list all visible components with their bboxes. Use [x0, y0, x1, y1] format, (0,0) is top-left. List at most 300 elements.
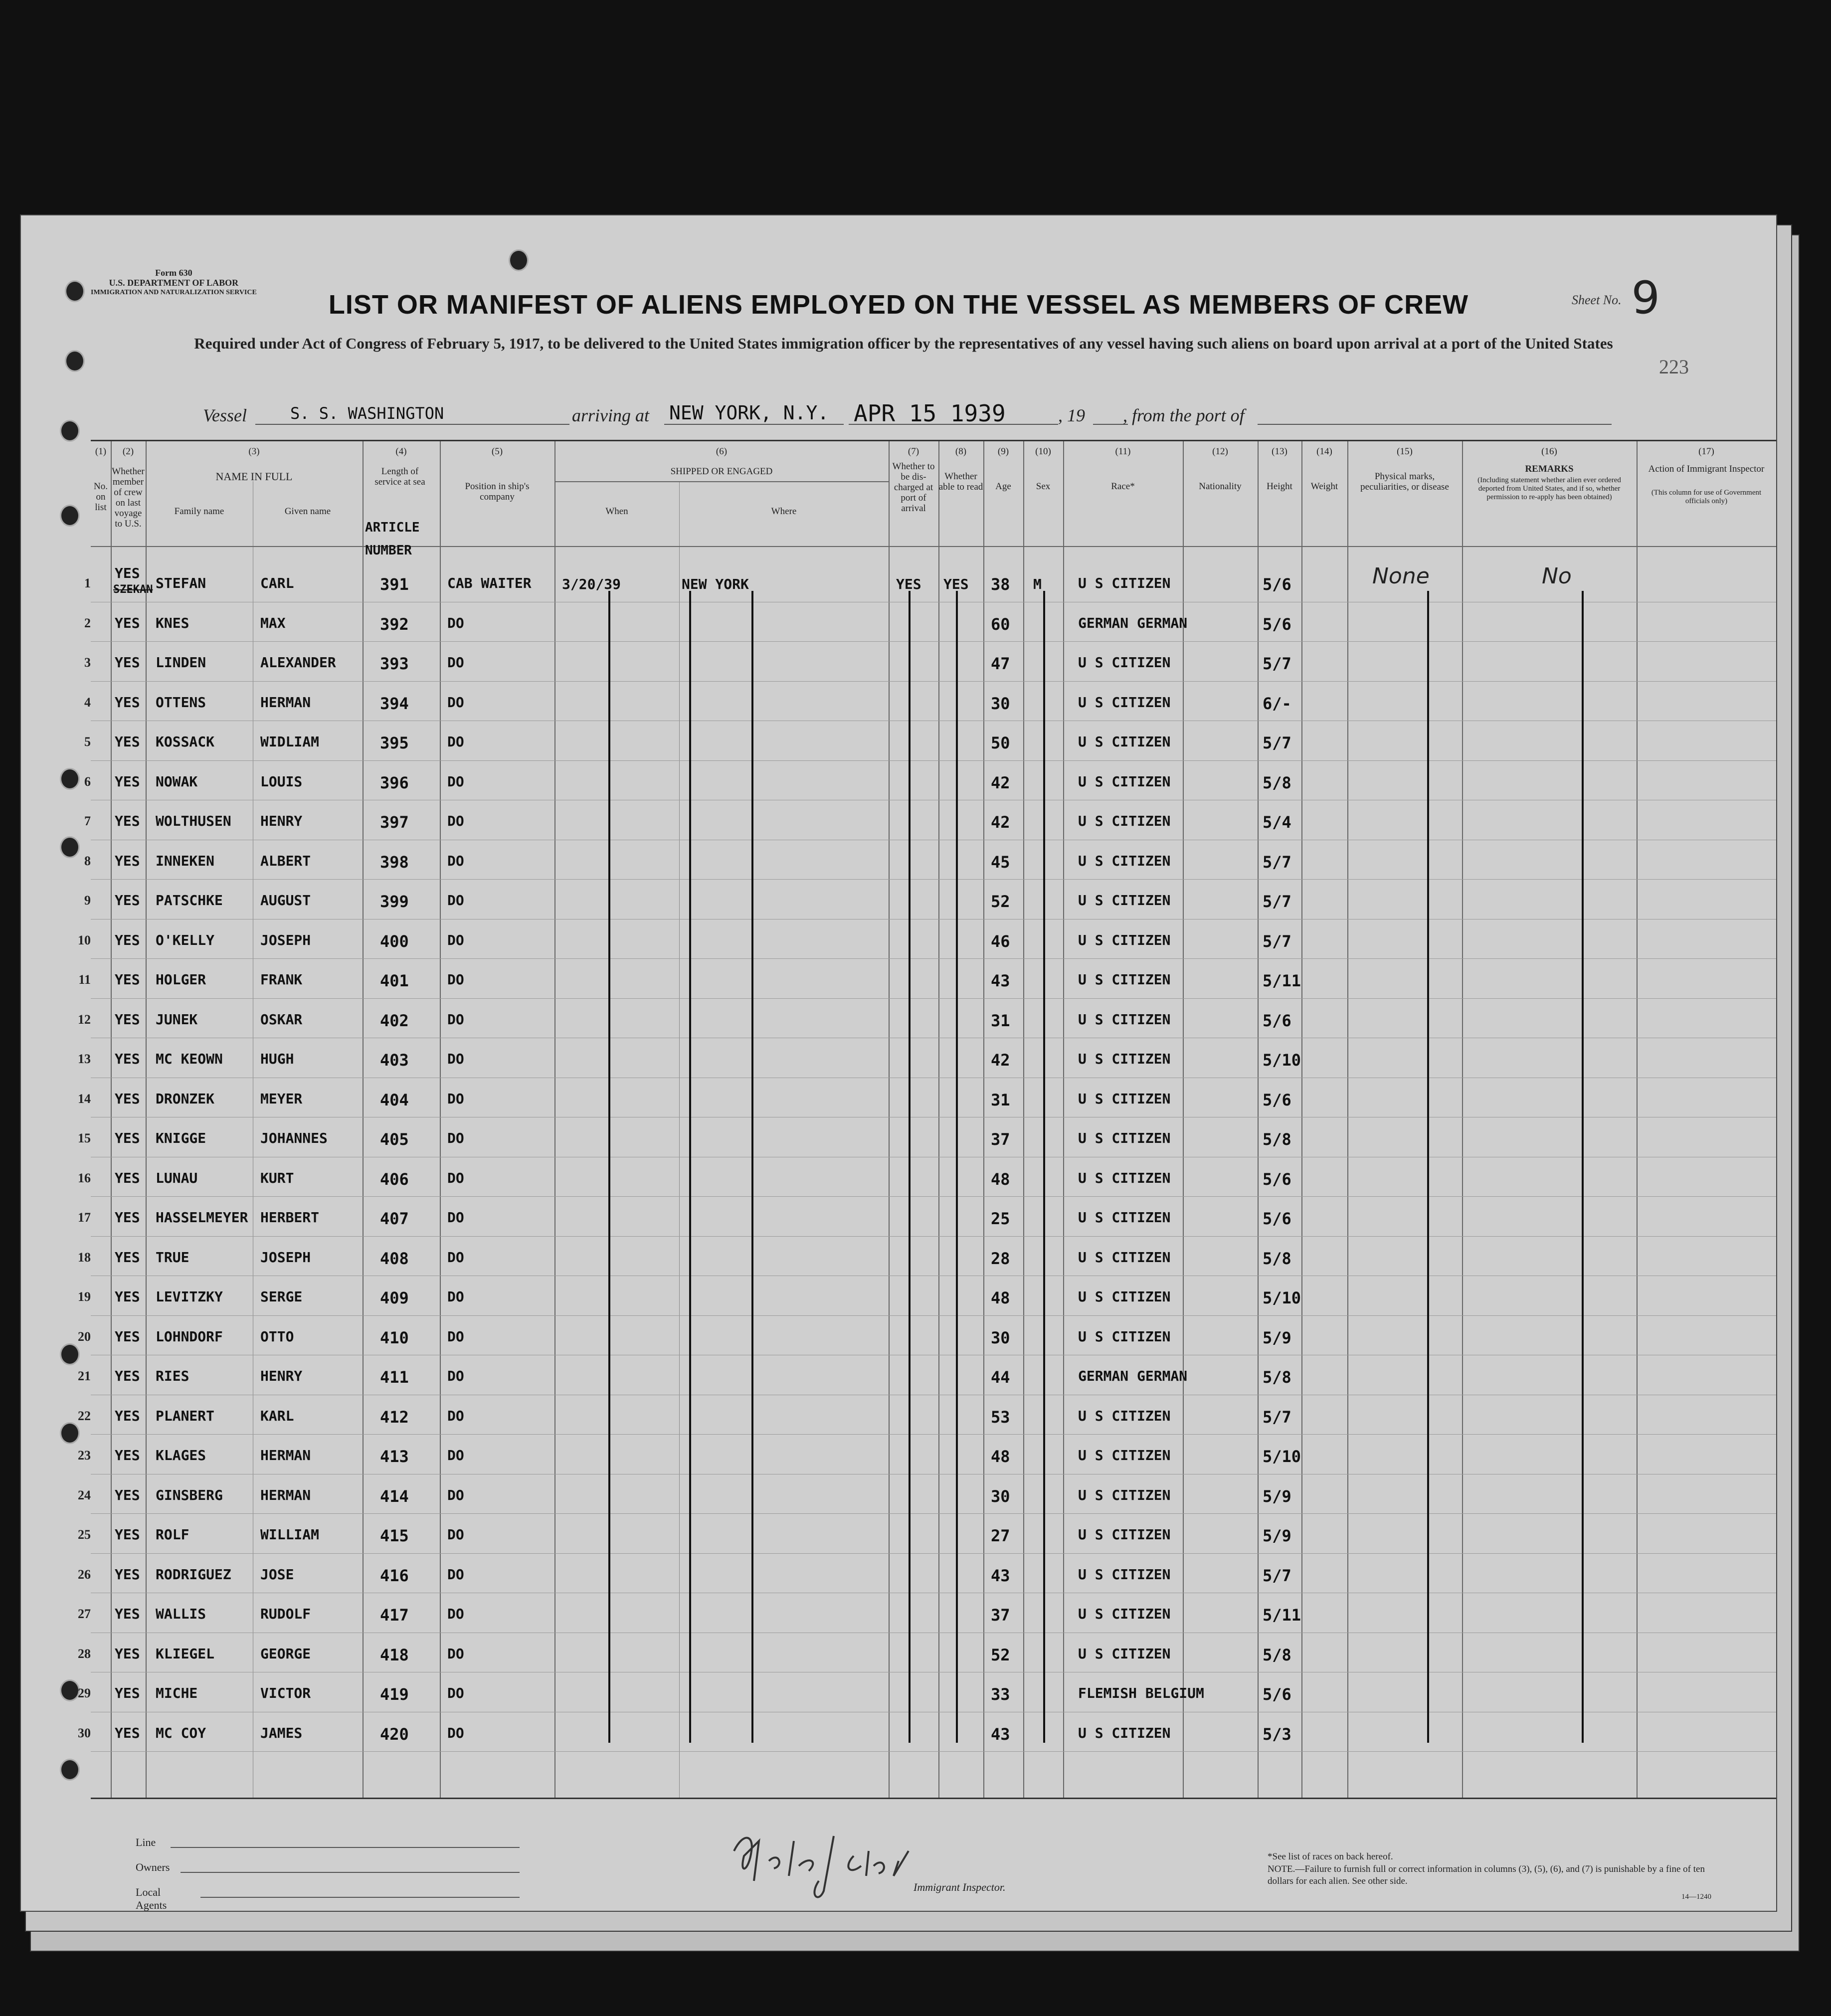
- header-num-15: (15): [1397, 446, 1413, 457]
- row-1-discharged: YES: [896, 576, 921, 592]
- row-separator: [91, 998, 1776, 999]
- row-race: U S CITIZEN: [1078, 1090, 1171, 1107]
- row-age: 42: [991, 773, 1010, 792]
- service: IMMIGRATION AND NATURALIZATION SERVICE: [91, 289, 257, 296]
- form-code: 14—1240: [1681, 1893, 1711, 1901]
- row-number: 5: [84, 734, 91, 749]
- line-label: Line: [136, 1836, 156, 1848]
- row-race: U S CITIZEN: [1078, 931, 1171, 948]
- row-height: 5/6: [1263, 575, 1291, 594]
- row-prev: YES: [115, 852, 140, 869]
- row-1-where: NEW YORK: [682, 576, 749, 592]
- header-num-14: (14): [1316, 446, 1332, 457]
- row-height: 5/8: [1263, 1249, 1291, 1268]
- row-number: 23: [78, 1448, 91, 1463]
- col-divider: [363, 441, 364, 1798]
- row-separator: [91, 1196, 1776, 1197]
- row-position: DO: [447, 971, 464, 988]
- row-race: U S CITIZEN: [1078, 575, 1171, 591]
- punch-hole: [60, 1759, 80, 1781]
- row-given: HERMAN: [260, 1486, 311, 1503]
- row-height: 5/8: [1263, 773, 1291, 792]
- row-height: 5/6: [1263, 1685, 1291, 1704]
- header-num-13: (13): [1272, 446, 1287, 457]
- row-article: 413: [380, 1447, 409, 1466]
- col-divider: [1637, 441, 1638, 1798]
- row-separator: [91, 1315, 1776, 1316]
- row-article: 412: [380, 1407, 409, 1427]
- header-num-6: (6): [716, 446, 728, 457]
- row-number: 19: [78, 1289, 91, 1304]
- row-article: 406: [380, 1169, 409, 1189]
- owners-underline: [181, 1872, 520, 1873]
- row-family: MC KEOWN: [156, 1051, 223, 1067]
- row-age: 25: [991, 1209, 1010, 1228]
- row-given: RUDOLF: [260, 1606, 311, 1622]
- row-family: DRONZEK: [156, 1090, 215, 1107]
- row-number: 14: [78, 1091, 91, 1106]
- row-number: 3: [84, 655, 91, 670]
- row-number: 20: [78, 1329, 91, 1344]
- row-prev: YES: [115, 1606, 140, 1622]
- header-whether-member: Whether member of crew on last voyage to U.S.: [112, 466, 145, 529]
- row-number: 7: [84, 814, 91, 828]
- row-number: 6: [84, 774, 91, 789]
- header-age: Age: [995, 481, 1011, 492]
- col-divider: [1063, 441, 1064, 1798]
- row-race: U S CITIZEN: [1078, 1169, 1171, 1186]
- row-height: 5/8: [1263, 1130, 1291, 1149]
- remarks-no: No: [1542, 563, 1572, 589]
- row-age: 47: [991, 654, 1010, 673]
- punch-hole: [509, 249, 529, 271]
- row-height: 5/4: [1263, 813, 1291, 832]
- row-position: DO: [447, 1051, 464, 1067]
- row-prev: YES: [115, 892, 140, 909]
- row-position: DO: [447, 1407, 464, 1424]
- row-prev: YES: [115, 773, 140, 790]
- row-age: 38: [991, 575, 1010, 594]
- header-num-1: (1): [95, 446, 107, 457]
- col-divider: [440, 441, 441, 1798]
- row-position: DO: [447, 1685, 464, 1701]
- row-family: KNES: [156, 614, 189, 631]
- row-height: 5/7: [1263, 931, 1291, 951]
- row-family: WOLTHUSEN: [156, 813, 231, 829]
- header-remarks-sub: (Including statement whether alien ever ordered deported from United States, and if so, whether permission to re-apply has been obtained): [1477, 476, 1621, 501]
- col-divider: [1301, 441, 1302, 1798]
- row-separator: [91, 879, 1776, 880]
- port-name: NEW YORK, N.Y.: [669, 402, 829, 424]
- row-family: LOHNDORF: [156, 1328, 223, 1345]
- row-race: U S CITIZEN: [1078, 1645, 1171, 1662]
- row-age: 33: [991, 1685, 1010, 1704]
- row-prev: YES: [115, 1486, 140, 1503]
- row-age: 60: [991, 614, 1010, 634]
- row-position: DO: [447, 931, 464, 948]
- row-height: 5/11: [1263, 1606, 1301, 1625]
- punch-hole: [60, 505, 80, 527]
- row-family: PLANERT: [156, 1407, 215, 1424]
- row-prev: YES: [115, 1526, 140, 1543]
- ditto-line-remarks: [1582, 591, 1584, 1743]
- row-position: DO: [447, 1090, 464, 1107]
- header-race: Race*: [1111, 481, 1135, 492]
- row-family: INNEKEN: [156, 852, 215, 869]
- row-number: 25: [78, 1527, 91, 1542]
- row-article: 419: [380, 1685, 409, 1704]
- row-number: 12: [78, 1012, 91, 1027]
- row-race: U S CITIZEN: [1078, 1249, 1171, 1266]
- row-height: 5/6: [1263, 1090, 1291, 1109]
- row-article: 417: [380, 1606, 409, 1625]
- row-height: 5/11: [1263, 971, 1301, 990]
- row-number: 13: [78, 1052, 91, 1066]
- row-number: 8: [84, 853, 91, 868]
- header-no-on-list: No. on list: [94, 481, 108, 513]
- header-where: Where: [771, 506, 797, 517]
- row-race: U S CITIZEN: [1078, 733, 1171, 750]
- row-given: VICTOR: [260, 1685, 311, 1701]
- row-prev: YES: [115, 1130, 140, 1146]
- row-family: LUNAU: [156, 1169, 198, 1186]
- row-article: 394: [380, 694, 409, 713]
- row-given: OSKAR: [260, 1011, 303, 1028]
- row-height: 5/10: [1263, 1051, 1301, 1070]
- row-article: 400: [380, 931, 409, 951]
- row-age: 37: [991, 1130, 1010, 1149]
- row-age: 42: [991, 813, 1010, 832]
- header-when: When: [605, 506, 628, 517]
- header-num-7: (7): [908, 446, 919, 457]
- header-nationality: Nationality: [1199, 481, 1242, 492]
- header-action-inspector: Action of Immigrant Inspector: [1648, 464, 1765, 474]
- row-given: GEORGE: [260, 1645, 311, 1662]
- row-given: KARL: [260, 1407, 294, 1424]
- row-family: KNIGGE: [156, 1130, 206, 1146]
- row-race: U S CITIZEN: [1078, 1130, 1171, 1146]
- date-underline: [849, 424, 1058, 425]
- row-separator: [91, 641, 1776, 642]
- row-position: DO: [447, 1130, 464, 1146]
- header-bottom-line: [91, 546, 1776, 547]
- row-article: 414: [380, 1486, 409, 1506]
- row-race: U S CITIZEN: [1078, 1011, 1171, 1028]
- row-prev: YES: [115, 1685, 140, 1701]
- row-height: 5/9: [1263, 1328, 1291, 1347]
- row-position: DO: [447, 694, 464, 711]
- header-given-name: Given name: [284, 506, 331, 517]
- row-family: STEFAN: [156, 575, 206, 591]
- vessel-row: [21, 400, 1776, 430]
- row-article: 396: [380, 773, 409, 792]
- row-given: AUGUST: [260, 892, 311, 909]
- row-family: PATSCHKE: [156, 892, 223, 909]
- header-action-sub: (This column for use of Government officials only): [1651, 489, 1762, 505]
- row-article: 401: [380, 971, 409, 990]
- row-position: DO: [447, 773, 464, 790]
- row-given: HUGH: [260, 1051, 294, 1067]
- port-underline: [664, 424, 844, 425]
- row-height: 5/9: [1263, 1526, 1291, 1545]
- row-position: DO: [447, 852, 464, 869]
- row-age: 53: [991, 1407, 1010, 1427]
- row-given: ALBERT: [260, 852, 311, 869]
- row-age: 48: [991, 1288, 1010, 1307]
- row-prev: YES: [115, 1645, 140, 1662]
- row-family: KLIEGEL: [156, 1645, 215, 1662]
- row-number: 21: [78, 1369, 91, 1383]
- ditto-line-when: [608, 591, 610, 1743]
- stamp-number: 223: [1659, 356, 1689, 378]
- col-divider: [1462, 441, 1463, 1798]
- row-age: 52: [991, 892, 1010, 911]
- row-given: HENRY: [260, 813, 303, 829]
- row-race: U S CITIZEN: [1078, 1606, 1171, 1622]
- ditto-line-where: [689, 591, 691, 1743]
- row-number: 4: [84, 695, 91, 710]
- row-1-sex: M: [1033, 576, 1042, 592]
- row-position: DO: [447, 1606, 464, 1622]
- row-race: U S CITIZEN: [1078, 1407, 1171, 1424]
- row-race: U S CITIZEN: [1078, 1447, 1171, 1464]
- row-position: DO: [447, 1368, 464, 1384]
- row-race: U S CITIZEN: [1078, 1209, 1171, 1226]
- row-given: JAMES: [260, 1724, 303, 1741]
- ditto-line-read: [956, 591, 958, 1743]
- row-position: DO: [447, 1566, 464, 1583]
- row-given: JOHANNES: [260, 1130, 328, 1146]
- row-height: 5/8: [1263, 1368, 1291, 1387]
- row-article: 393: [380, 654, 409, 673]
- row-article: 418: [380, 1645, 409, 1664]
- row-prev: YES: [115, 1368, 140, 1384]
- header-num-12: (12): [1212, 446, 1228, 457]
- row-article: 411: [380, 1368, 409, 1387]
- row-given: JOSEPH: [260, 1249, 311, 1266]
- owners-label: Owners: [136, 1861, 170, 1873]
- row-number: 26: [78, 1567, 91, 1582]
- row-position: CAB WAITER: [447, 575, 532, 591]
- row-race: FLEMISH BELGIUM: [1078, 1685, 1204, 1701]
- row-age: 48: [991, 1169, 1010, 1189]
- row-race: U S CITIZEN: [1078, 971, 1171, 988]
- manifest-sheet: [20, 214, 1777, 1912]
- row-height: 5/10: [1263, 1288, 1301, 1307]
- row-prev: YES: [115, 1249, 140, 1266]
- row-separator: [91, 1751, 1776, 1752]
- row-article: 398: [380, 852, 409, 872]
- row-number: 10: [78, 932, 91, 947]
- row-family: LINDEN: [156, 654, 206, 671]
- header-sex: Sex: [1036, 481, 1051, 492]
- row-race: U S CITIZEN: [1078, 1526, 1171, 1543]
- row-height: 5/7: [1263, 733, 1291, 752]
- header-length-service: Length of service at sea: [374, 466, 425, 487]
- row-position: DO: [447, 1288, 464, 1305]
- row-prev: YES: [115, 614, 140, 631]
- row-article: 420: [380, 1724, 409, 1744]
- row-family: MC COY: [156, 1724, 206, 1741]
- row-given: WILLIAM: [260, 1526, 320, 1543]
- from-underline: [1258, 424, 1612, 425]
- row-family: JUNEK: [156, 1011, 198, 1028]
- row-age: 30: [991, 694, 1010, 713]
- row-family: LEVITZKY: [156, 1288, 223, 1305]
- row-number: 17: [78, 1210, 91, 1225]
- agents-label: Local Agents: [136, 1886, 167, 1911]
- row-number: 1: [84, 576, 91, 590]
- row-height: 5/8: [1263, 1645, 1291, 1664]
- row-position: DO: [447, 733, 464, 750]
- col-divider: [146, 441, 147, 1798]
- header-weight: Weight: [1310, 481, 1338, 492]
- row-article: 410: [380, 1328, 409, 1347]
- row-age: 31: [991, 1090, 1010, 1109]
- col-divider: [1258, 441, 1259, 1798]
- row-given: LOUIS: [260, 773, 303, 790]
- row-family: RODRIGUEZ: [156, 1566, 231, 1583]
- line-underline: [171, 1847, 520, 1848]
- row-given: KURT: [260, 1169, 294, 1186]
- row-age: 30: [991, 1486, 1010, 1506]
- header-height: Height: [1267, 481, 1292, 492]
- row-prev: YES: [115, 1566, 140, 1583]
- row-article: 404: [380, 1090, 409, 1109]
- form-number: Form 630: [155, 268, 192, 278]
- header-name-in-full: NAME IN FULL: [215, 470, 293, 483]
- ditto-line-marks: [1427, 591, 1429, 1743]
- row-race: GERMAN GERMAN: [1078, 614, 1188, 631]
- header-remarks: REMARKS: [1525, 464, 1574, 474]
- department: U.S. DEPARTMENT OF LABOR: [109, 278, 239, 288]
- when-where-divider: [679, 481, 680, 1798]
- col-divider: [554, 441, 555, 1798]
- row-position: DO: [447, 654, 464, 671]
- row-article: 402: [380, 1011, 409, 1030]
- row-separator: [91, 681, 1776, 682]
- row-prev: YES: [115, 1051, 140, 1067]
- row-race: U S CITIZEN: [1078, 813, 1171, 829]
- col-divider: [889, 441, 890, 1798]
- row-age: 45: [991, 852, 1010, 872]
- ditto-line-discharged: [909, 591, 911, 1743]
- row-prev: YES: [115, 1011, 140, 1028]
- row-article: 415: [380, 1526, 409, 1545]
- row-1-when: 3/20/39: [562, 576, 621, 592]
- row-position: DO: [447, 1724, 464, 1741]
- row-height: 5/6: [1263, 1209, 1291, 1228]
- row-race: U S CITIZEN: [1078, 1051, 1171, 1067]
- row-article: 409: [380, 1288, 409, 1307]
- row-height: 5/7: [1263, 852, 1291, 872]
- header-physical-marks: Physical marks, peculiarities, or disease: [1360, 471, 1449, 492]
- row-number: 28: [78, 1646, 91, 1661]
- row-number: 11: [78, 972, 91, 987]
- row-number: 2: [84, 615, 91, 630]
- row-article: 392: [380, 614, 409, 634]
- row-race: U S CITIZEN: [1078, 1724, 1171, 1741]
- row-position: DO: [447, 1249, 464, 1266]
- subheader-line: [554, 481, 889, 482]
- row-height: 5/6: [1263, 614, 1291, 634]
- row-given: HERMAN: [260, 1447, 311, 1464]
- row-race: U S CITIZEN: [1078, 892, 1171, 909]
- header-shipped-engaged: SHIPPED OR ENGAGED: [670, 466, 773, 477]
- row-height: 5/7: [1263, 1566, 1291, 1585]
- row-number: 24: [78, 1487, 91, 1502]
- fine-note: NOTE.—Failure to furnish full or correct information in columns (3), (5), (6), and (7) is punishable by a fine of ten dollars for each alien. See other side.: [1268, 1864, 1705, 1886]
- row-position: DO: [447, 813, 464, 829]
- row-age: 42: [991, 1051, 1010, 1070]
- row-1-struck-text: SZEKAN: [113, 583, 153, 596]
- row-1-read: YES: [943, 576, 969, 592]
- header-num-5: (5): [491, 446, 503, 457]
- row-separator: [91, 760, 1776, 761]
- row-separator: [91, 1553, 1776, 1554]
- header-num-11: (11): [1115, 446, 1131, 457]
- vessel-label: Vessel: [203, 405, 247, 425]
- row-prev: YES: [115, 565, 140, 581]
- row-article: 405: [380, 1130, 409, 1149]
- row-position: DO: [447, 1447, 464, 1464]
- sheet-label: Sheet No.: [1572, 293, 1622, 307]
- row-separator: [91, 1434, 1776, 1435]
- row-position: DO: [447, 614, 464, 631]
- row-age: 27: [991, 1526, 1010, 1545]
- ditto-line-sex: [1043, 591, 1045, 1743]
- row-prev: YES: [115, 1328, 140, 1345]
- row-given: WIDLIAM: [260, 733, 320, 750]
- row-separator: [91, 958, 1776, 959]
- row-family: HASSELMEYER: [156, 1209, 248, 1226]
- row-family: MICHE: [156, 1685, 198, 1701]
- row-prev: YES: [115, 694, 140, 711]
- col-divider: [1347, 441, 1348, 1798]
- row-race: U S CITIZEN: [1078, 1486, 1171, 1503]
- row-height: 5/10: [1263, 1447, 1301, 1466]
- punch-hole: [65, 350, 85, 372]
- row-height: 5/3: [1263, 1724, 1291, 1744]
- vessel-underline: [255, 424, 569, 425]
- row-prev: YES: [115, 1090, 140, 1107]
- header-num-8: (8): [955, 446, 967, 457]
- row-given: SERGE: [260, 1288, 303, 1305]
- row-prev: YES: [115, 813, 140, 829]
- row-given: FRANK: [260, 971, 303, 988]
- header-num-16: (16): [1541, 446, 1557, 457]
- row-race: U S CITIZEN: [1078, 654, 1171, 671]
- year-label: , 19: [1058, 405, 1085, 425]
- row-family: HOLGER: [156, 971, 206, 988]
- from-label: , from the port of: [1123, 405, 1245, 425]
- row-age: 43: [991, 1724, 1010, 1744]
- row-age: 52: [991, 1645, 1010, 1664]
- row-article: 399: [380, 892, 409, 911]
- row-article: 395: [380, 733, 409, 752]
- col-divider: [111, 441, 112, 1798]
- col-divider: [983, 441, 984, 1798]
- row-height: 5/7: [1263, 1407, 1291, 1427]
- row-family: KOSSACK: [156, 733, 215, 750]
- row-age: 48: [991, 1447, 1010, 1466]
- vessel-name: S. S. WASHINGTON: [290, 404, 444, 423]
- row-given: ALEXANDER: [260, 654, 336, 671]
- sheet-value: 9: [1631, 272, 1660, 324]
- row-article: 407: [380, 1209, 409, 1228]
- row-race: U S CITIZEN: [1078, 852, 1171, 869]
- row-height: 6/-: [1263, 694, 1291, 713]
